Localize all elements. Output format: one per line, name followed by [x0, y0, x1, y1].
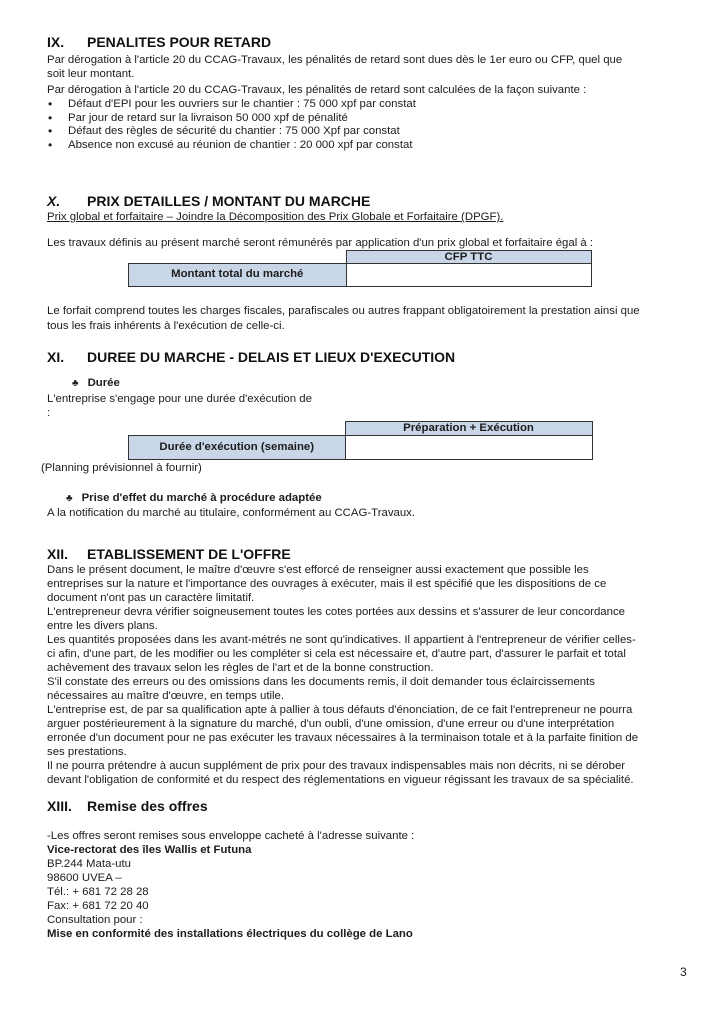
- table-column-header: Préparation + Exécution: [345, 422, 592, 436]
- duration-subheading: [72, 377, 120, 391]
- section-10-heading: [47, 193, 370, 209]
- table-empty-cell: [129, 251, 347, 264]
- section-11-heading: [47, 349, 455, 365]
- list-item: • Par jour de retard sur la livraison 50 000 xpf de pénalité: [47, 112, 416, 126]
- clover-bullet-icon: ♣: [66, 493, 73, 504]
- fax-line: Fax: + 681 72 20 40: [47, 900, 149, 912]
- section-number: XII.: [47, 546, 69, 562]
- section-title: PRIX DETAILLES / MONTANT DU MARCHE: [87, 193, 371, 209]
- recipient-name: Vice-rectorat des îles Wallis et Futuna: [47, 844, 252, 856]
- paragraph-line: achèvement des travaux selon les règles de l'art et de la bonne construction.: [47, 662, 434, 674]
- paragraph-line: devant l'obligation de conformité et du respect des réglementations en vigueur régissant les travaux de sa spécialité.: [47, 774, 634, 786]
- price-table: [128, 250, 592, 287]
- list-item: • Absence non excusé au réunion de chantier : 20 000 xpf par constat: [47, 139, 416, 153]
- paragraph-line: L'entrepreneur devra vérifier soigneusement toutes les cotes portées aux dessins et s'assurer de leur concordance: [47, 606, 625, 618]
- paragraph-line: ci afin, d'une part, de les modifier ou les compléter si cela est nécessaire et, d'autre part, d'assurer le parfait et total: [47, 648, 626, 660]
- phone-line: Tél.: + 681 72 28 28: [47, 886, 149, 898]
- paragraph-line: erronée d'un document pour ne pas exécuter les travaux nécessaires à la terminaison totale et à la parfaite finition de: [47, 732, 639, 744]
- section-subtitle: Prix global et forfaitaire – Joindre la Décomposition des Prix Globale et Forfaitaire (DPGF).: [47, 211, 504, 223]
- section-9-heading: [47, 34, 271, 50]
- planning-note: (Planning prévisionnel à fournir): [41, 462, 202, 474]
- address-line: 98600 UVEA –: [47, 872, 122, 884]
- table-empty-cell: [129, 422, 346, 436]
- consultation-label: Consultation pour :: [47, 914, 143, 926]
- paragraph-line: L'entreprise s'engage pour une durée d'exécution de: [47, 393, 312, 405]
- consultation-title: Mise en conformité des installations électriques du collège de Lano: [47, 928, 413, 940]
- section-number: X.: [47, 193, 61, 209]
- subheading-label: Durée: [87, 377, 120, 389]
- effect-subheading: [66, 492, 322, 506]
- section-title: DUREE DU MARCHE - DELAIS ET LIEUX D'EXECUTION: [87, 349, 456, 365]
- penalty-list: [47, 98, 416, 152]
- paragraph-line: soit leur montant.: [47, 68, 135, 80]
- duration-table: [128, 421, 593, 460]
- paragraph-line: entreprises sur la nature et l'importance des ouvrages à exécuter, mais il est spécifié que les dispositions de ce: [47, 578, 607, 590]
- paragraph-line: nécessaires au maître d'œuvre, en temps utile.: [47, 690, 285, 702]
- section-title: ETABLISSEMENT DE L'OFFRE: [87, 546, 291, 562]
- paragraph-line: S'il constate des erreurs ou des omissions dans les documents remis, il doit demander tous éclaircissements: [47, 676, 595, 688]
- paragraph-line: Il ne pourra prétendre à aucun supplément de prix pour des travaux indispensables mais non décrits, ni se dérober: [47, 760, 626, 772]
- table-row-label: Montant total du marché: [129, 264, 347, 287]
- address-line: BP.244 Mata-utu: [47, 858, 132, 870]
- section-number: IX.: [47, 34, 65, 50]
- subheading-label: Prise d'effet du marché à procédure adaptée: [81, 492, 322, 504]
- paragraph-line: Les travaux définis au présent marché seront rémunérés par application d'un prix global et forfaitaire égal à :: [47, 237, 594, 249]
- section-13-heading: [47, 798, 208, 814]
- table-row-label: Durée d'exécution (semaine): [129, 436, 346, 460]
- stray-colon: :: [47, 407, 51, 419]
- paragraph-line: -Les offres seront remises sous enveloppe cacheté à l'adresse suivante :: [47, 830, 415, 842]
- list-item: • Défaut des règles de sécurité du chantier : 75 000 Xpf par constat: [47, 125, 416, 139]
- paragraph-line: arguer postérieurement à la signature du marché, d'un oubli, d'une omission, d'une erreur ou d'une interprétation: [47, 718, 615, 730]
- paragraph-line: Les quantités proposées dans les avant-métrés ne sont qu'indicatives. Il appartient à l'entrepreneur de vérifier celles-: [47, 634, 636, 646]
- paragraph-line: L'entreprise est, de par sa qualification apte à pallier à tous défauts d'énonciation, de ce fait l'entrepreneur ne pourra: [47, 704, 633, 716]
- clover-bullet-icon: ♣: [72, 378, 79, 389]
- paragraph-line: Par dérogation à l'article 20 du CCAG-Travaux, les pénalités de retard sont dues dès le 1er euro ou CFP, quel que: [47, 54, 623, 66]
- list-item: • Défaut d'EPI pour les ouvriers sur le chantier : 75 000 xpf par constat: [47, 98, 416, 112]
- duration-value-cell[interactable]: [345, 436, 592, 460]
- paragraph-line: tous les frais inhérents à l'exécution de celle-ci.: [47, 320, 285, 332]
- paragraph-line: ses prestations.: [47, 746, 127, 758]
- section-number: XI.: [47, 349, 65, 365]
- page-number: 3: [680, 965, 687, 979]
- section-title: Remise des offres: [87, 798, 208, 814]
- section-12-heading: [47, 546, 291, 562]
- paragraph-line: entre les divers plans.: [47, 620, 158, 632]
- paragraph-line: Dans le présent document, le maître d'œuvre s'est efforcé de renseigner aussi exactement que possible les: [47, 564, 589, 576]
- table-column-header: CFP TTC: [346, 251, 591, 264]
- paragraph-line: document n'ont pas un caractère limitatif.: [47, 592, 255, 604]
- paragraph-line: Par dérogation à l'article 20 du CCAG-Travaux, les pénalités de retard sont calculées de la façon suivante :: [47, 84, 587, 96]
- paragraph-line: Le forfait comprend toutes les charges fiscales, parafiscales ou autres frappant obligatoirement la prestation ainsi que: [47, 305, 640, 317]
- paragraph-line: A la notification du marché au titulaire, conformément au CCAG-Travaux.: [47, 507, 416, 519]
- section-title: PENALITES POUR RETARD: [87, 34, 272, 50]
- price-value-cell[interactable]: [346, 264, 591, 287]
- section-number: XIII.: [47, 798, 72, 814]
